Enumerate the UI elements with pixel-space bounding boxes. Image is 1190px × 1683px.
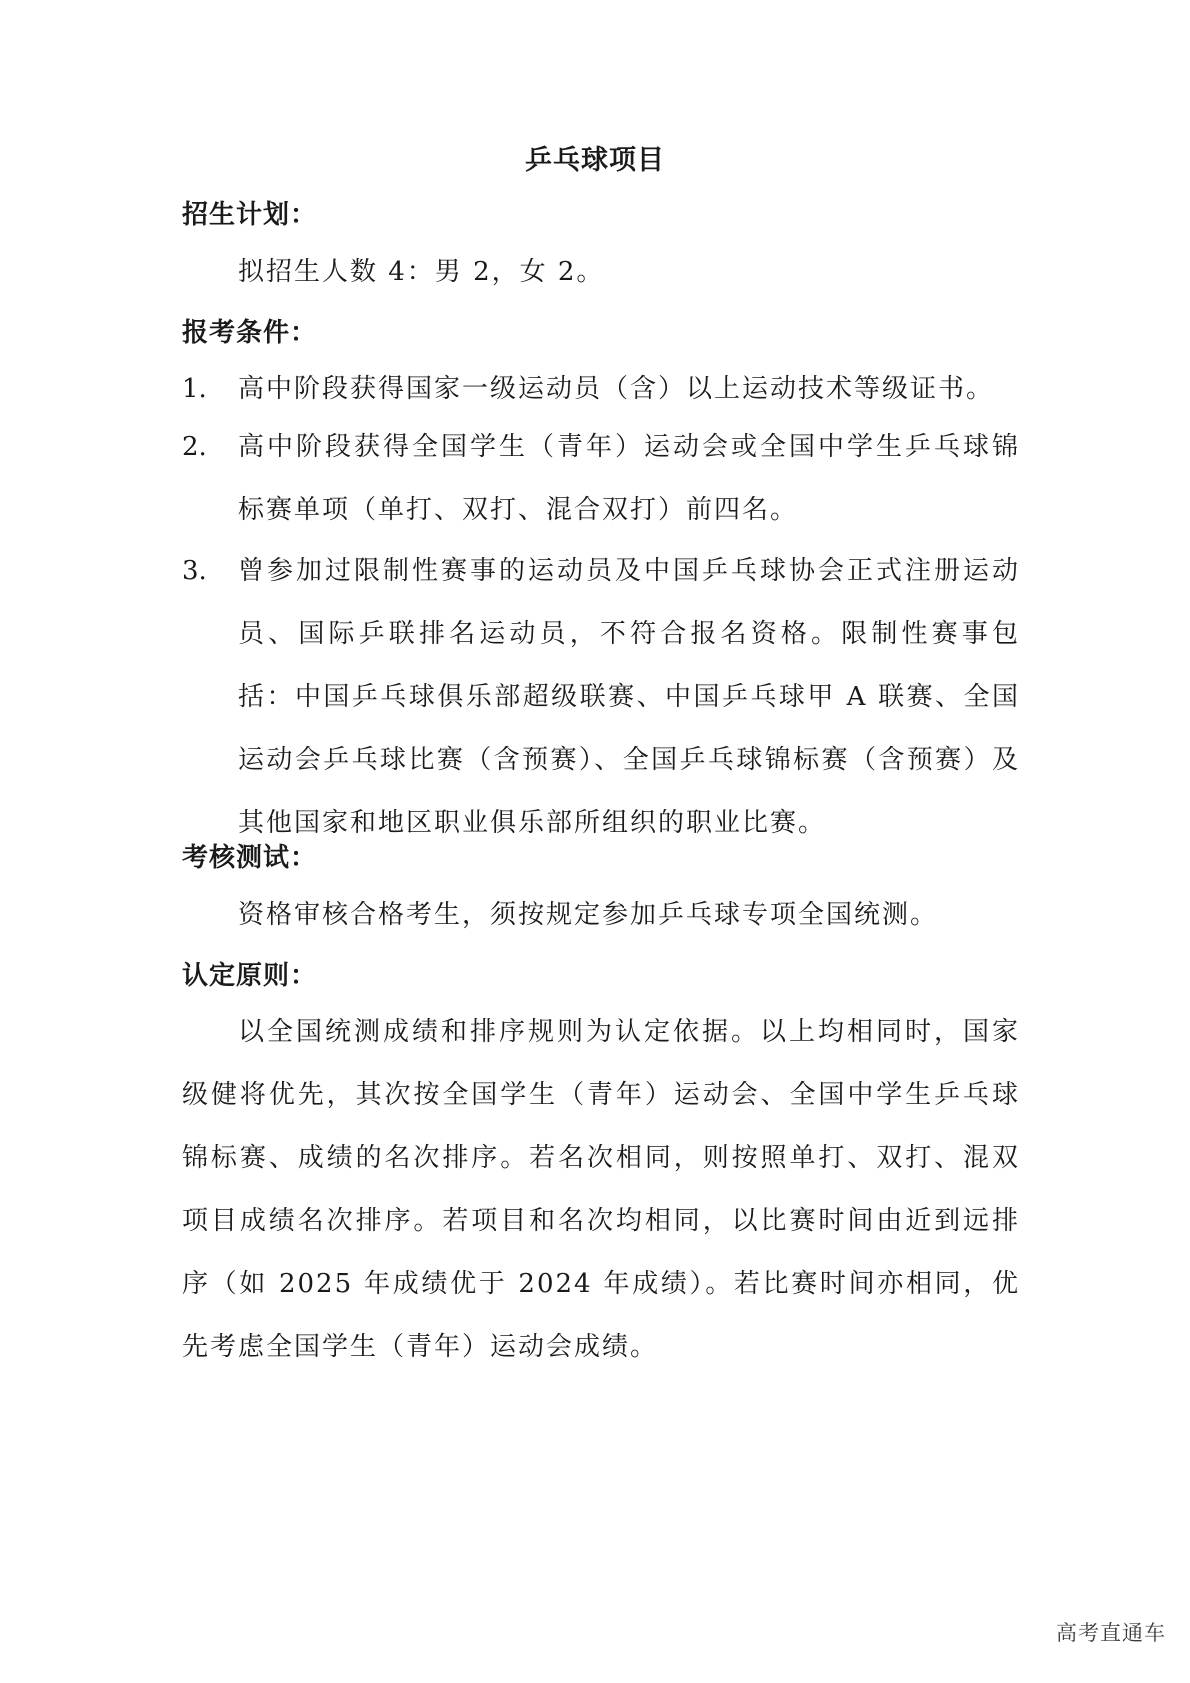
assessment-test-text: 资格审核合格考生，须按规定参加乒乓球专项全国统测。 [238,900,939,930]
condition-item-number: 1. [182,374,207,404]
condition-item-number: 2. [182,432,207,462]
page-title: 乒乓球项目 [525,145,665,176]
heading-application-conditions: 报考条件： [182,318,318,348]
heading-enrollment-plan: 招生计划： [182,200,318,230]
enrollment-plan-text: 拟招生人数 4：男 2，女 2。 [238,257,605,287]
watermark: 高考直通车 [1056,1621,1166,1645]
heading-assessment-test: 考核测试： [182,843,318,873]
condition-item-text: 高中阶段获得国家一级运动员（含）以上运动技术等级证书。 [238,374,995,404]
condition-item-2 [182,416,1020,542]
condition-item-text: 高中阶段获得全国学生（青年）运动会或全国中学生乒乓球锦标赛单项（单打、双打、混合双打）前四名。 [238,432,1020,525]
condition-item-1 [182,358,1020,421]
condition-item-3 [182,540,1020,855]
condition-item-number: 3. [182,556,207,586]
recognition-principle-text: 以全国统测成绩和排序规则为认定依据。以上均相同时，国家级健将优先，其次按全国学生（青年）运动会、全国中学生乒乓球锦标赛、成绩的名次排序。若名次相同，则按照单打、双打、混双项目成绩名次排序。若项目和名次均相同，以比赛时间由近到远排序（如 2025 年成绩优于 2024 年成绩）。若比赛时间亦相同，优先考虑全国学生（青年）运动会成绩。 [182,1017,1020,1362]
heading-recognition-principle: 认定原则： [182,961,318,991]
condition-item-text: 曾参加过限制性赛事的运动员及中国乒乓球协会正式注册运动员、国际乒联排名运动员，不符合报名资格。限制性赛事包括：中国乒乓球俱乐部超级联赛、中国乒乓球甲 A 联赛、全国运动会乒乓球比赛（含预赛）、全国乒乓球锦标赛（含预赛）及其他国家和地区职业俱乐部所组织的职业比赛。 [238,556,1020,838]
